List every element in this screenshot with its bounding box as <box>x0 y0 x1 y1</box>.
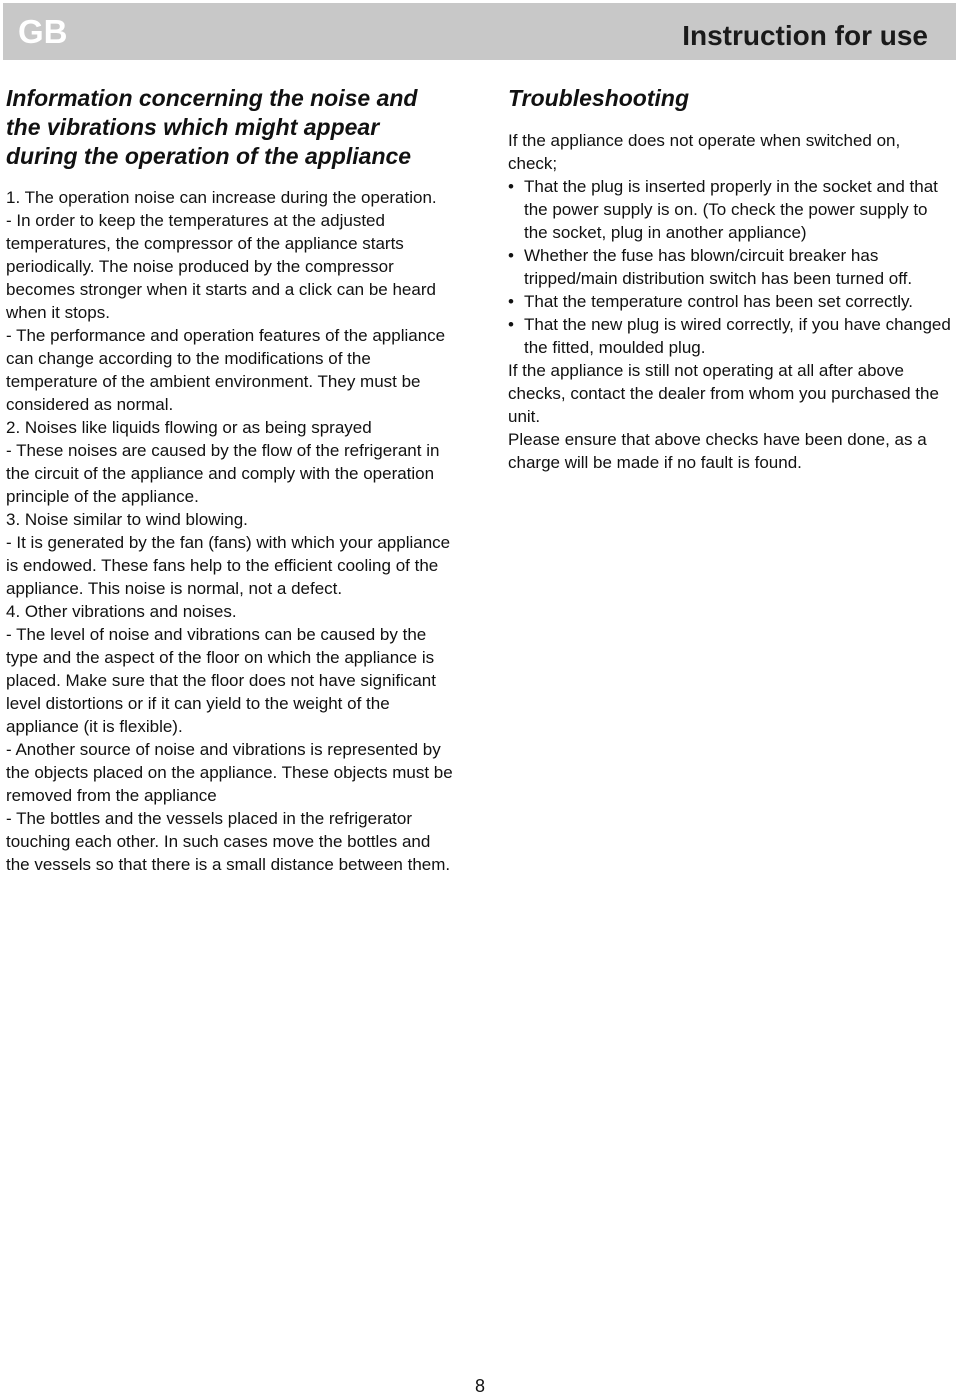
checklist-item <box>508 313 953 359</box>
checklist-item-text: That the plug is inserted properly in the socket and that the power supply is on. (To check the power supply to the socket, plug in another appliance) <box>524 177 938 242</box>
paragraph: - These noises are caused by the flow of the refrigerant in the circuit of the appliance and comply with the operation principle of the appliance. <box>6 441 440 506</box>
checklist-item-text: That the new plug is wired correctly, if you have changed the fitted, moulded plug. <box>524 315 951 357</box>
bullet-icon: • <box>508 292 514 311</box>
bullet-icon: • <box>508 246 514 265</box>
paragraph: 4. Other vibrations and noises. <box>6 602 237 621</box>
page-number: 8 <box>474 1376 485 1396</box>
intro-text: If the appliance does not operate when switched on, check; <box>508 131 901 173</box>
page-header <box>3 3 956 60</box>
document-title: Instruction for use <box>682 20 928 51</box>
noise-heading: Information concerning the noise and the vibrations which might appear during the operation of the appliance <box>6 85 418 169</box>
paragraph: - It is generated by the fan (fans) with which your appliance is endowed. These fans help to the efficient cooling of the appliance. This noise is normal, not a defect. <box>6 533 451 598</box>
paragraph: - The bottles and the vessels placed in the refrigerator touching each other. In such cases move the bottles and the vessels so that there is a small distance between them. <box>6 809 451 874</box>
bullet-icon: • <box>508 315 514 334</box>
after-checks-text: If the appliance is still not operating at all after above checks, contact the dealer from whom you purchased the unit. <box>508 361 939 426</box>
language-label: GB <box>18 13 68 50</box>
checklist-item <box>508 244 953 290</box>
paragraph: 1. The operation noise can increase during the operation. <box>6 188 437 207</box>
paragraph: 2. Noises like liquids flowing or as being sprayed <box>6 418 372 437</box>
paragraph: - Another source of noise and vibrations is represented by the objects placed on the appliance. These objects must be removed from the appliance <box>6 740 453 805</box>
paragraph: - The performance and operation features of the appliance can change according to the modifications of the temperature of the ambient environment. They must be considered as normal. <box>6 326 446 414</box>
bullet-icon: • <box>508 177 514 196</box>
noise-section <box>6 84 456 876</box>
troubleshooting-heading: Troubleshooting <box>508 85 690 111</box>
paragraph: 3. Noise similar to wind blowing. <box>6 510 248 529</box>
troubleshooting-section <box>508 84 953 474</box>
paragraph: - The level of noise and vibrations can be caused by the type and the aspect of the floor on which the appliance is placed. Make sure that the floor does not have significant level distortions or if it can yield to the weight of the appliance (it is flexible). <box>6 625 436 736</box>
charge-note: Please ensure that above checks have been done, as a charge will be made if no fault is found. <box>508 430 927 472</box>
checklist-item <box>508 175 953 244</box>
checklist-item-text: Whether the fuse has blown/circuit breaker has tripped/main distribution switch has been turned off. <box>524 246 913 288</box>
paragraph: - In order to keep the temperatures at the adjusted temperatures, the compressor of the appliance starts periodically. The noise produced by the compressor becomes stronger when it starts and a click can be heard when it stops. <box>6 211 436 322</box>
checklist-item-text: That the temperature control has been set correctly. <box>524 292 913 311</box>
checklist-item <box>508 290 953 313</box>
